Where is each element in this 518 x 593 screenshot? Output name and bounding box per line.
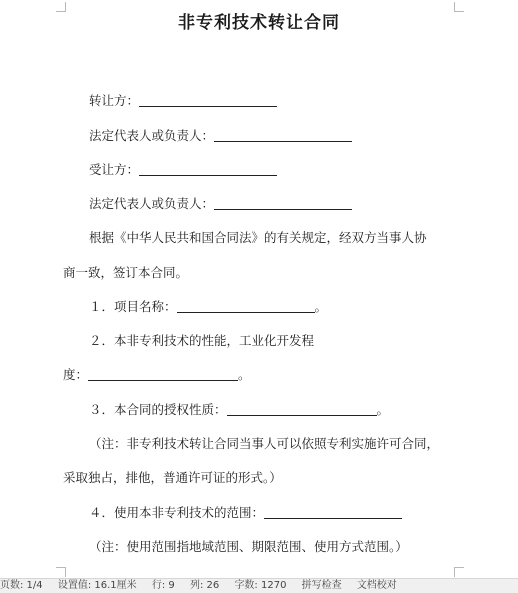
- legal-rep-blank-2[interactable]: [214, 197, 352, 210]
- transferee-blank[interactable]: [139, 163, 277, 176]
- status-item: 行: 9: [151, 580, 175, 591]
- note1-line-1: （注：非专利技术转让合同当事人可以依照专利实施许可合同，: [89, 436, 440, 451]
- transferor-blank[interactable]: [139, 94, 277, 107]
- item1-line: [89, 299, 327, 315]
- proofread-button[interactable]: 文档校对: [356, 580, 397, 591]
- spell-check-button[interactable]: 拼写检查: [301, 580, 342, 591]
- item4-blank[interactable]: [264, 506, 402, 519]
- status-item: 页数: 1/4: [0, 580, 43, 591]
- legal-rep-label-1: 法定代表人或负责人：: [89, 128, 215, 143]
- legal-rep-label-2: 法定代表人或负责人：: [89, 196, 215, 211]
- item4-label: ４．使用本非专利技术的范围：: [89, 505, 265, 520]
- item1-blank[interactable]: [177, 300, 315, 313]
- item1-end: 。: [314, 299, 328, 314]
- transferee-label: 受让方：: [89, 162, 140, 177]
- crop-mark-bottom-left: [56, 567, 66, 577]
- crop-mark-bottom-right: [454, 567, 464, 577]
- transferor-line: [89, 93, 277, 109]
- item2-line-2: [63, 367, 251, 383]
- item3-line: [89, 402, 389, 418]
- transferor-label: 转让方：: [89, 93, 140, 108]
- item1-label: １．项目名称：: [89, 299, 177, 314]
- status-bar: [0, 578, 518, 593]
- preamble-line-2: 商一致，签订本合同。: [63, 265, 189, 280]
- item2-blank[interactable]: [88, 368, 238, 381]
- status-item: 设置值: 16.1厘米: [57, 580, 137, 591]
- preamble-line-1: 根据《中华人民共和国合同法》的有关规定，经双方当事人协: [89, 230, 427, 245]
- item2-label: 度：: [63, 367, 89, 382]
- item2-end: 。: [238, 367, 251, 382]
- item4-line: [89, 505, 402, 521]
- transferee-line: [89, 162, 277, 178]
- document-title: 非专利技术转让合同: [178, 13, 340, 33]
- item3-label: ３．本合同的授权性质：: [89, 402, 227, 417]
- note1-line-2: 采取独占，排他，普通许可证的形式。）: [63, 470, 282, 485]
- status-item: 列: 26: [189, 580, 220, 591]
- item2-line-1: ２．本非专利技术的性能，工业化开发程: [89, 333, 315, 348]
- note2-line: （注：使用范围指地域范围、期限范围、使用方式范围。）: [89, 539, 408, 554]
- legal-rep-line-2: [89, 196, 352, 212]
- legal-rep-blank-1[interactable]: [214, 129, 352, 142]
- legal-rep-line-1: [89, 128, 352, 144]
- item3-end: 。: [376, 402, 390, 417]
- item3-blank[interactable]: [227, 403, 377, 416]
- status-item: 字数: 1270: [234, 580, 287, 591]
